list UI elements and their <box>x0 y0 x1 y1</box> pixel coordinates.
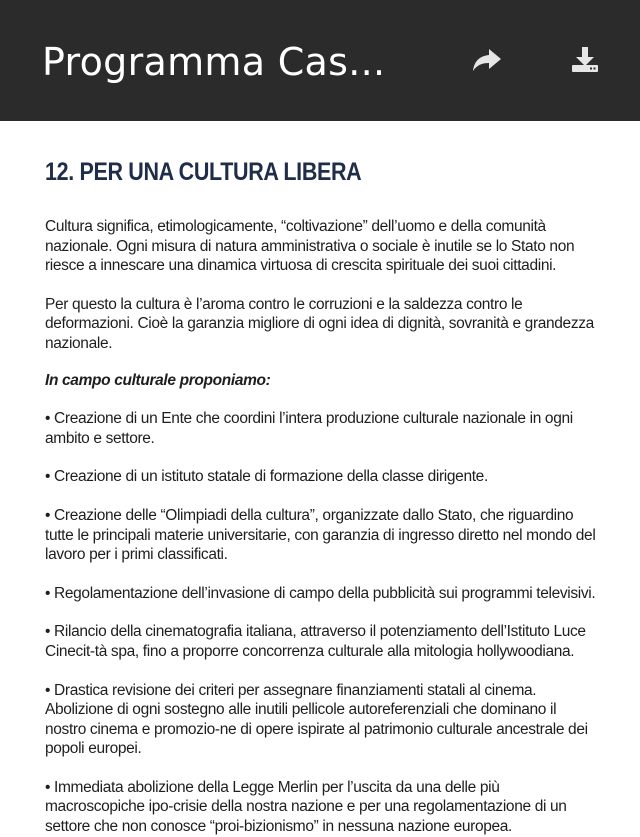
download-button[interactable] <box>566 40 604 78</box>
intro-paragraph: Cultura significa, etimologicamente, “coltivazione” dell’uomo e della comunità nazionale. Ogni misura di natura amministrativa o sociale è inutile se lo Stato non riesce a innescare una dinamica virtuosa di crescita spirituale dei suoi cittadini. <box>45 217 598 276</box>
top-bar <box>0 0 640 121</box>
share-button[interactable] <box>468 42 506 78</box>
share-arrow-icon <box>472 48 502 72</box>
document-title: Programma Cas... <box>42 40 385 84</box>
bullet-item: • Rilancio della cinematografia italiana, attraverso il potenziamento dell’Istituto Luce Cinecit-tà spa, fino a proporre concorrenza culturale alla mitologia hollywoodiana. <box>45 622 598 661</box>
bullet-item: • Regolamentazione dell’invasione di campo della pubblicità sui programmi televisivi. <box>45 584 598 604</box>
bullet-item: • Drastica revisione dei criteri per assegnare finanziamenti statali al cinema. Abolizione di ogni sostegno alle inutili pellicole autoreferenziali che dominano il nostro cinema e promozio-ne di opere ispirate al patrimonio culturale ancestrale dei popoli europei. <box>45 681 598 759</box>
download-icon <box>571 45 599 73</box>
culture-paragraph: Per questo la cultura è l’aroma contro le corruzioni e la saldezza contro le deformazioni. Cioè la garanzia migliore di ogni idea di dignità, sovranità e grandezza nazionale. <box>45 295 598 354</box>
document-page <box>0 121 640 792</box>
bullet-item: • Creazione delle “Olimpiadi della cultura”, organizzate dallo Stato, che riguardino tutte le principali materie universitarie, con garanzia di ingresso diretto nel mondo del lavoro per i primi classificati. <box>45 506 598 565</box>
bullet-item: • Creazione di un istituto statale di formazione della classe dirigente. <box>45 467 598 487</box>
section-heading: 12. PER UNA CULTURA LIBERA <box>45 157 521 187</box>
bullet-item: • Immediata abolizione della Legge Merlin per l’uscita da una delle più macroscopiche ipo-crisie della nostra nazione e per una regolamentazione di un settore che non conosce “proi-bizionismo” in nessuna nazione europea. <box>45 778 598 837</box>
bullet-item: • Creazione di un Ente che coordini l’intera produzione culturale nazionale in ogni ambito e settore. <box>45 409 598 448</box>
proposals-heading: In campo culturale proponiamo: <box>45 371 598 391</box>
